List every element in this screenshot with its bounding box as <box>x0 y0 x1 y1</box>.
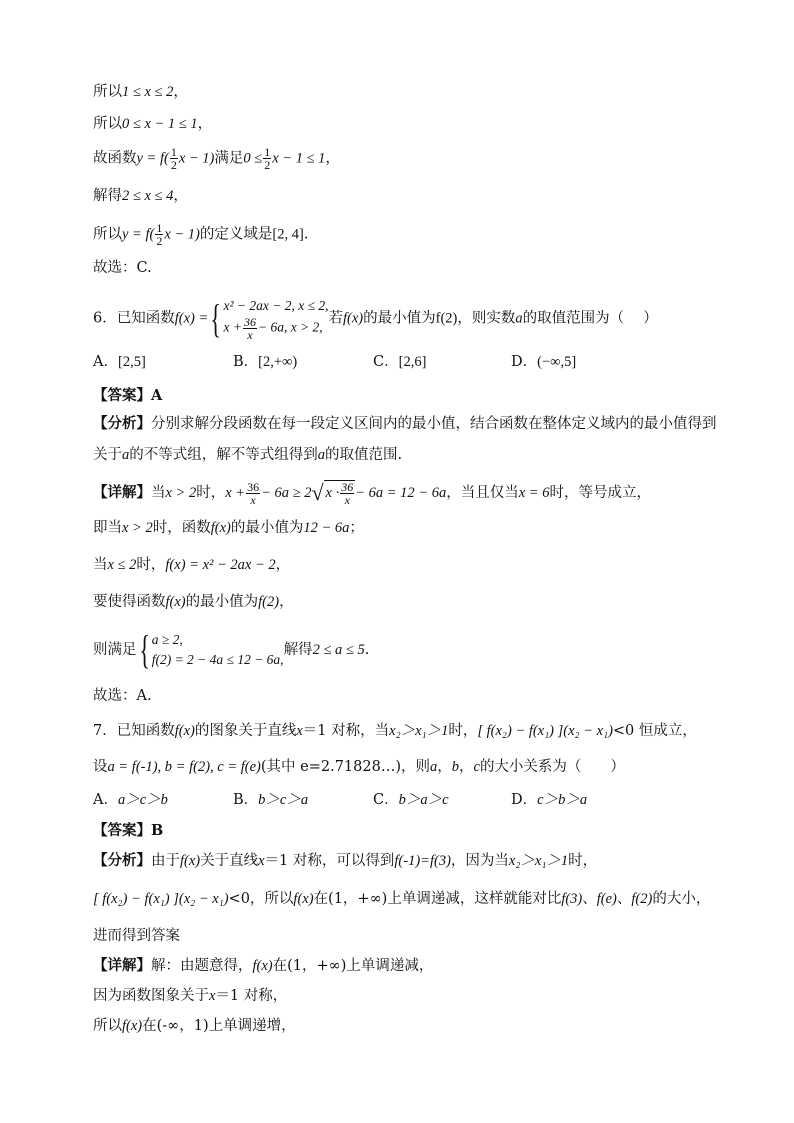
math: 2 ≤ a ≤ 5 <box>312 642 365 658</box>
text: <0 恒成立， <box>612 723 697 739</box>
text: ， <box>459 759 474 775</box>
choice-letter: A． <box>93 354 118 370</box>
text: 设 <box>93 759 108 775</box>
text: 关于直线 <box>200 853 259 869</box>
text: 要使得函数 <box>93 594 166 610</box>
choice-letter: C． <box>373 792 399 808</box>
choice-c <box>373 352 511 372</box>
text: 满足 <box>214 150 244 167</box>
inequality-system <box>152 630 284 670</box>
detail-6-line-4 <box>93 592 294 612</box>
case-2: f(2) = 2 − 4a ≤ 12 − 6a, <box>151 652 284 667</box>
choice-letter: D． <box>511 354 538 370</box>
math: c <box>473 759 480 775</box>
radical-sign: √ <box>311 480 324 505</box>
detail-6-line-5 <box>93 627 370 672</box>
text: 解得 <box>93 188 122 204</box>
numerator: 1 <box>156 221 163 235</box>
text: 在(1，+∞)上单调递减， <box>272 958 434 974</box>
math: x > 2 <box>165 485 197 501</box>
text: 时， <box>568 853 598 869</box>
text: 、 <box>616 891 632 907</box>
text: 若 <box>328 310 343 327</box>
denominator: x <box>250 492 256 507</box>
math: a <box>515 310 523 327</box>
math: − 6a, x > 2, <box>257 319 323 335</box>
text: ； <box>349 520 364 536</box>
fraction <box>263 146 271 171</box>
text: 关于 <box>93 447 122 463</box>
choice-value: a＞c＞b <box>117 792 168 808</box>
math: a = f(-1), b = f(2), c = f(e) <box>107 759 261 775</box>
math: f(x) <box>122 1018 143 1034</box>
fraction <box>243 316 257 341</box>
question-7-choices <box>93 790 587 810</box>
math: x − 1 ≤ 1 <box>272 150 326 167</box>
math: y = f( <box>122 226 155 243</box>
math: − 6a = 12 − 6a <box>355 485 447 501</box>
math: f(x) <box>210 520 231 536</box>
text: 当 <box>93 557 108 573</box>
text: ＝1 对称，当 <box>302 723 390 739</box>
math: x − 1) <box>164 226 200 243</box>
piecewise-cases <box>223 296 328 341</box>
text: ， <box>279 594 294 610</box>
text: 的最小值为 <box>363 310 436 327</box>
text: 的大小关系为（ ） <box>479 759 625 775</box>
text: 时， <box>196 485 226 501</box>
denominator: x <box>344 493 350 507</box>
text-line: 故选：A. <box>93 688 152 704</box>
text: 在(1，+∞)上单调递减，这样就能对比 <box>313 891 562 907</box>
analysis-7-line-2 <box>93 889 710 909</box>
text: 解：由题意得， <box>151 958 253 974</box>
text: ， <box>275 557 291 573</box>
choice-c <box>373 790 511 810</box>
detail-tag: 【详解】 <box>93 484 151 501</box>
text: ， <box>173 188 188 204</box>
math: x <box>296 723 303 739</box>
numerator: 1 <box>170 145 177 159</box>
math: f(x) <box>293 891 314 907</box>
math: 1 ≤ x ≤ 2 <box>122 84 174 100</box>
detail-tag: 【详解】 <box>93 957 151 974</box>
text: 的定义域是 <box>199 226 273 243</box>
choice-value: [2,5] <box>117 354 146 370</box>
math: f(x) <box>343 310 364 327</box>
math: 12 − 6a <box>303 520 350 536</box>
math: x = 6 <box>518 485 550 501</box>
denominator: x <box>247 328 253 342</box>
text: 的最小值为 <box>230 520 304 536</box>
math: x <box>209 988 216 1004</box>
detail-6-line-2 <box>93 518 364 538</box>
math: a <box>317 447 325 463</box>
text: 的取值范围为（ ） <box>522 310 658 327</box>
math: f(3) <box>561 891 583 907</box>
choice-letter: B． <box>233 792 259 808</box>
choice-d <box>511 352 576 372</box>
text: 即当 <box>93 520 122 536</box>
text: ＝1 对称， <box>215 988 288 1004</box>
choice-b <box>233 352 373 372</box>
text: 的不等式组，解不等式组得到 <box>129 447 318 463</box>
detail-7-line-3 <box>93 1016 296 1036</box>
question-7-stem-line-1 <box>93 721 697 741</box>
question-6-choices <box>93 352 576 372</box>
numerator: 36 <box>341 480 354 494</box>
analysis-tag: 【分析】 <box>93 852 151 869</box>
brace: { <box>210 295 222 341</box>
fraction <box>155 222 163 247</box>
math: f(x) <box>180 853 201 869</box>
detail-6-line-3 <box>93 555 290 575</box>
fraction <box>246 481 260 506</box>
text: 分别求解分段函数在每一段定义区间内的最小值，结合函数在整体定义域内的最小值得到 <box>151 416 717 432</box>
choice-value: [2,+∞) <box>258 354 298 370</box>
math: f(2) <box>435 310 458 327</box>
math: x > 2 <box>122 520 153 536</box>
fraction <box>170 146 178 171</box>
text: ，所以 <box>249 891 294 907</box>
text: 时， <box>136 557 166 573</box>
radicand <box>324 480 356 506</box>
analysis-6-line-1 <box>93 414 717 434</box>
text: 故函数 <box>93 150 137 167</box>
math: f(-1)=f(3) <box>394 853 451 869</box>
text-line <box>93 222 308 247</box>
choice-value: (−∞,5] <box>537 354 577 370</box>
math: 0 ≤ x − 1 ≤ 1 <box>122 116 198 132</box>
text: ＝1 对称，可以得到 <box>264 853 395 869</box>
question-6-stem <box>93 296 658 341</box>
choice-b <box>233 790 373 810</box>
text: ，当且仅当 <box>446 485 519 501</box>
choice-letter: B． <box>233 354 259 370</box>
case-1: a ≥ 2, <box>151 632 183 647</box>
fraction <box>340 481 354 506</box>
question-7-stem-line-2 <box>93 757 625 777</box>
math: a <box>122 447 130 463</box>
text-line: 进而得到答案 <box>93 928 180 944</box>
detail-7-line-1 <box>93 956 433 976</box>
math: f(x) <box>252 958 273 974</box>
text: 所以 <box>93 116 122 132</box>
detail-7-line-2 <box>93 986 287 1006</box>
text: 所以 <box>93 226 122 243</box>
math: f(x) <box>165 594 186 610</box>
text-line <box>93 82 188 102</box>
detail-6-line-1 <box>93 480 651 506</box>
text: 时， <box>448 723 478 739</box>
text: 在(-∞，1)上单调递增， <box>142 1018 296 1034</box>
math: f(e) <box>596 891 617 907</box>
text: 的取值范围. <box>325 447 403 463</box>
text: 时，函数 <box>152 520 211 536</box>
numerator: 36 <box>247 479 260 494</box>
case-2 <box>223 316 328 341</box>
math: x − 1) <box>178 150 215 167</box>
math: x <box>258 853 265 869</box>
math: 0 ≤ <box>243 150 263 167</box>
math: a <box>430 759 438 775</box>
analysis-7-line-1 <box>93 851 597 871</box>
text: 则满足 <box>93 642 137 658</box>
text: (其中 e=2.71828…)，则 <box>260 759 430 775</box>
denominator: 2 <box>156 234 163 248</box>
choice-letter: A． <box>93 792 118 808</box>
choice-letter: D． <box>511 792 538 808</box>
text: 的图象关于直线 <box>194 723 297 739</box>
math: f(2) <box>631 891 653 907</box>
text: 的大小， <box>652 891 711 907</box>
choice-value: b＞c＞a <box>258 792 309 808</box>
choice-letter: C． <box>373 354 399 370</box>
math: x ≤ 2 <box>107 557 137 573</box>
math: x · <box>325 484 340 501</box>
choice-a <box>93 352 233 372</box>
math: [ f(x₂) − f(x₁) ](x₂ − x₁) <box>477 723 613 739</box>
text: 7．已知函数 <box>93 723 175 739</box>
text: 、 <box>582 891 597 907</box>
math: − 6a ≥ 2 <box>261 485 312 501</box>
text-line <box>93 114 212 134</box>
math: [2, 4] <box>272 226 304 243</box>
math: f(x) = <box>174 310 209 327</box>
text: 的最小值为 <box>185 594 259 610</box>
text-line <box>93 146 340 171</box>
math: y = f( <box>136 150 169 167</box>
choice-value: c＞b＞a <box>537 792 588 808</box>
brace: { <box>138 627 150 672</box>
text: ，因为当 <box>450 853 509 869</box>
text: ，则实数 <box>457 310 516 327</box>
text: ， <box>437 759 452 775</box>
text-line: 故选：C. <box>93 260 152 276</box>
text: . <box>303 226 309 243</box>
text: 所以 <box>93 1018 122 1034</box>
numerator: 36 <box>243 315 256 329</box>
math: x + <box>223 319 242 335</box>
math: x₂＞x₁＞1 <box>389 723 449 739</box>
text-line <box>93 186 188 206</box>
text: 因为函数图象关于 <box>93 988 209 1004</box>
text: ， <box>197 116 213 132</box>
math: f(2) <box>258 594 280 610</box>
numerator: 1 <box>264 145 271 159</box>
text: 由于 <box>151 853 180 869</box>
choice-a <box>93 790 233 810</box>
choice-value: [2,6] <box>398 354 427 370</box>
choice-d <box>511 790 587 810</box>
analysis-tag: 【分析】 <box>93 415 151 432</box>
text: 6．已知函数 <box>93 310 175 327</box>
math: 2 ≤ x ≤ 4 <box>122 188 174 204</box>
answer-7: 【答案】B <box>93 822 164 839</box>
math: f(x) = x² − 2ax − 2 <box>165 557 276 573</box>
text: <0 <box>228 891 250 907</box>
text: 时，等号成立， <box>549 485 651 501</box>
answer-6: 【答案】A <box>93 387 163 404</box>
denominator: 2 <box>170 158 177 172</box>
math: f(x) <box>174 723 195 739</box>
analysis-6-line-2 <box>93 445 402 465</box>
text: 当 <box>151 485 166 501</box>
text: ， <box>173 84 188 100</box>
case-1: x² − 2ax − 2, x ≤ 2, <box>223 298 329 313</box>
math: x + <box>225 485 246 501</box>
math: [ f(x₂) − f(x₁) ](x₂ − x₁) <box>93 891 229 907</box>
text: 所以 <box>93 84 122 100</box>
text: 解得 <box>283 642 313 658</box>
math: b <box>451 759 459 775</box>
text: . <box>364 642 370 658</box>
math: x₂＞x₁＞1 <box>508 853 569 869</box>
denominator: 2 <box>264 158 271 172</box>
text: ， <box>325 150 340 167</box>
choice-value: b＞a＞c <box>398 792 449 808</box>
